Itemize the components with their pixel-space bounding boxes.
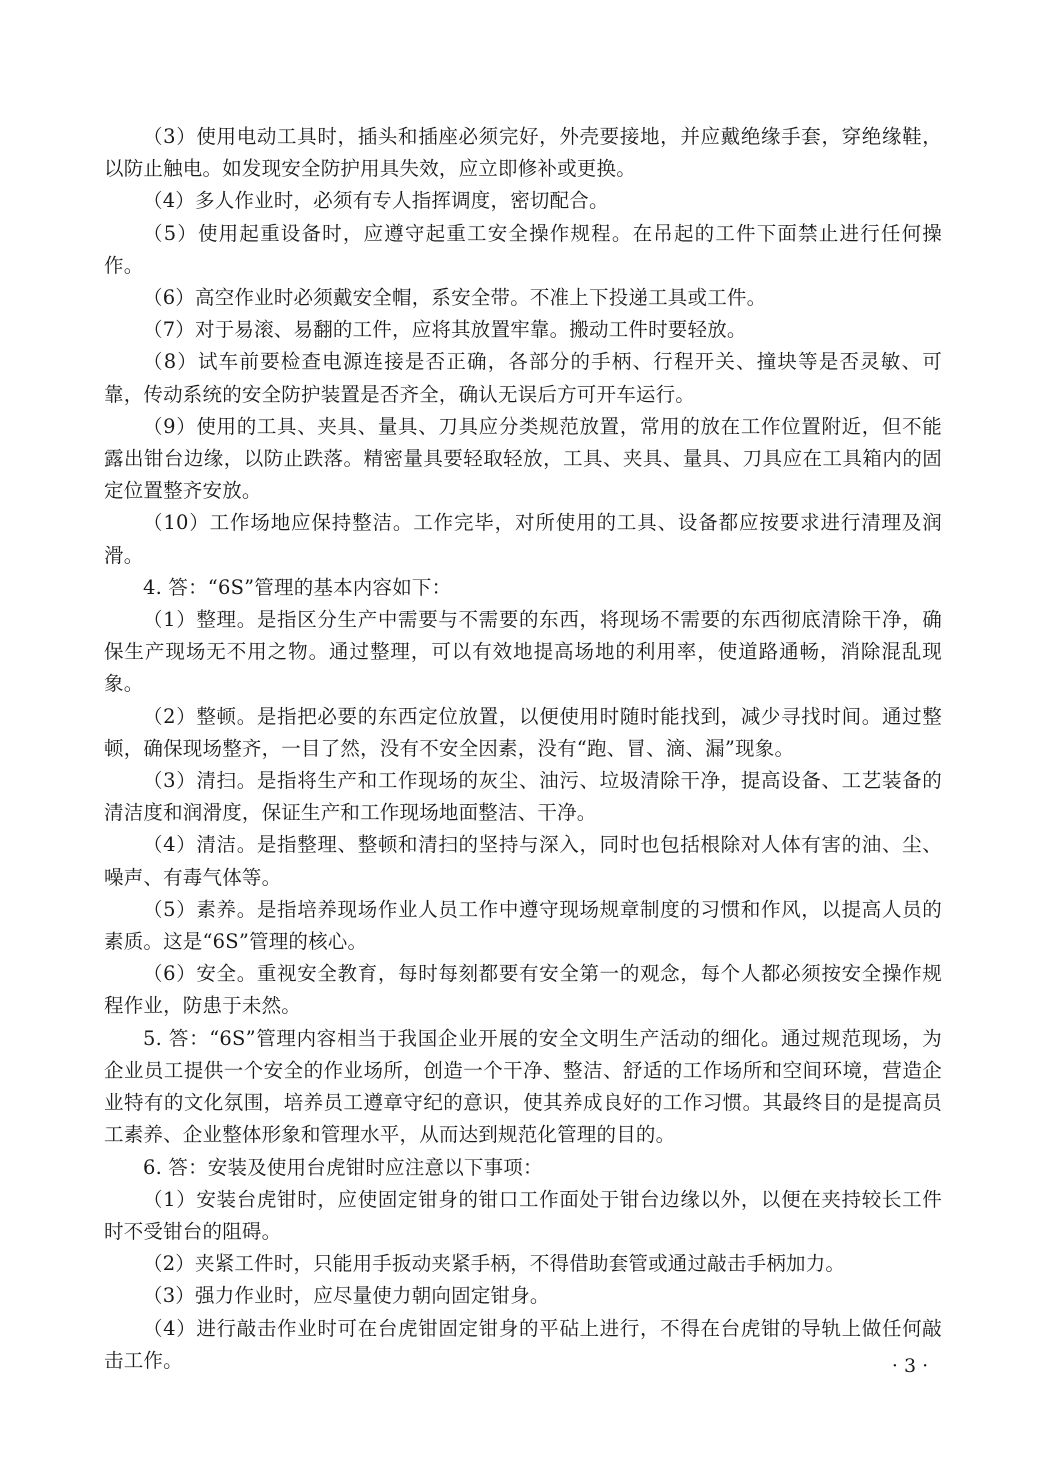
paragraph: （2）整顿。是指把必要的东西定位放置，以便使用时随时能找到，减少寻找时间。通过整顿，确保现场整齐，一目了然，没有不安全因素，没有“跑、冒、滴、漏”现象。 <box>104 704 942 760</box>
paragraph: （5）使用起重设备时，应遵守起重工安全操作规程。在吊起的工件下面禁止进行任何操作。 <box>104 221 942 277</box>
paragraph: （4）多人作业时，必须有专人指挥调度，密切配合。 <box>143 189 609 213</box>
paragraph: （4）进行敲击作业时可在台虎钳固定钳身的平砧上进行，不得在台虎钳的导轨上做任何敲击工作。 <box>104 1316 942 1372</box>
answer-heading: 6. 答：安装及使用台虎钳时应注意以下事项： <box>143 1155 543 1179</box>
paragraph: （6）高空作业时必须戴安全帽，系安全带。不准上下投递工具或工件。 <box>143 286 767 310</box>
answer-paragraph: 5. 答：“6S”管理内容相当于我国企业开展的安全文明生产活动的细化。通过规范现场，为企业员工提供一个安全的作业场所，创造一个干净、整洁、舒适的工作场所和空间环境，营造企业特有的文化氛围，培养员工遵章守纪的意识，使其养成良好的工作习惯。其最终目的是提高员工素养、企业整体形象和管理水平，从而达到规范化管理的目的。 <box>104 1026 942 1147</box>
paragraph: （6）安全。重视安全教育，每时每刻都要有安全第一的观念，每个人都必须按安全操作规程作业，防患于未然。 <box>104 962 942 1018</box>
paragraph: （3）强力作业时，应尽量使力朝向固定钳身。 <box>143 1284 550 1308</box>
paragraph: （8）试车前要检查电源连接是否正确，各部分的手柄、行程开关、撞块等是否灵敏、可靠，传动系统的安全防护装置是否齐全，确认无误后方可开车运行。 <box>104 350 942 406</box>
page-number: · 3 · <box>891 1355 929 1377</box>
paragraph: （1）整理。是指区分生产中需要与不需要的东西，将现场不需要的东西彻底清除干净，确保生产现场无不用之物。通过整理，可以有效地提高场地的利用率，使道路通畅，消除混乱现象。 <box>104 608 942 696</box>
paragraph: （1）安装台虎钳时，应使固定钳身的钳口工作面处于钳台边缘以外，以便在夹持较长工件时不受钳台的阻碍。 <box>104 1187 942 1243</box>
paragraph: （10）工作场地应保持整洁。工作完毕，对所使用的工具、设备都应按要求进行清理及润滑。 <box>104 511 942 567</box>
paragraph: （3）使用电动工具时，插头和插座必须完好，外壳要接地，并应戴绝缘手套，穿绝缘鞋，以防止触电。如发现安全防护用具失效，应立即修补或更换。 <box>104 125 942 181</box>
document-body <box>104 121 942 1377</box>
paragraph: （3）清扫。是指将生产和工作现场的灰尘、油污、垃圾清除干净，提高设备、工艺装备的清洁度和润滑度，保证生产和工作现场地面整洁、干净。 <box>104 769 942 825</box>
answer-heading: 4. 答：“6S”管理的基本内容如下： <box>143 575 452 599</box>
paragraph: （2）夹紧工件时，只能用手扳动夹紧手柄，不得借助套管或通过敲击手柄加力。 <box>143 1252 846 1276</box>
paragraph: （7）对于易滚、易翻的工件，应将其放置牢靠。搬动工件时要轻放。 <box>143 318 747 342</box>
paragraph: （4）清洁。是指整理、整顿和清扫的坚持与深入，同时也包括根除对人体有害的油、尘、噪声、有毒气体等。 <box>104 833 942 889</box>
paragraph: （9）使用的工具、夹具、量具、刀具应分类规范放置，常用的放在工作位置附近，但不能露出钳台边缘，以防止跌落。精密量具要轻取轻放，工具、夹具、量具、刀具应在工具箱内的固定位置整齐安放。 <box>104 414 942 503</box>
paragraph: （5）素养。是指培养现场作业人员工作中遵守现场规章制度的习惯和作风，以提高人员的素质。这是“6S”管理的核心。 <box>104 897 942 954</box>
